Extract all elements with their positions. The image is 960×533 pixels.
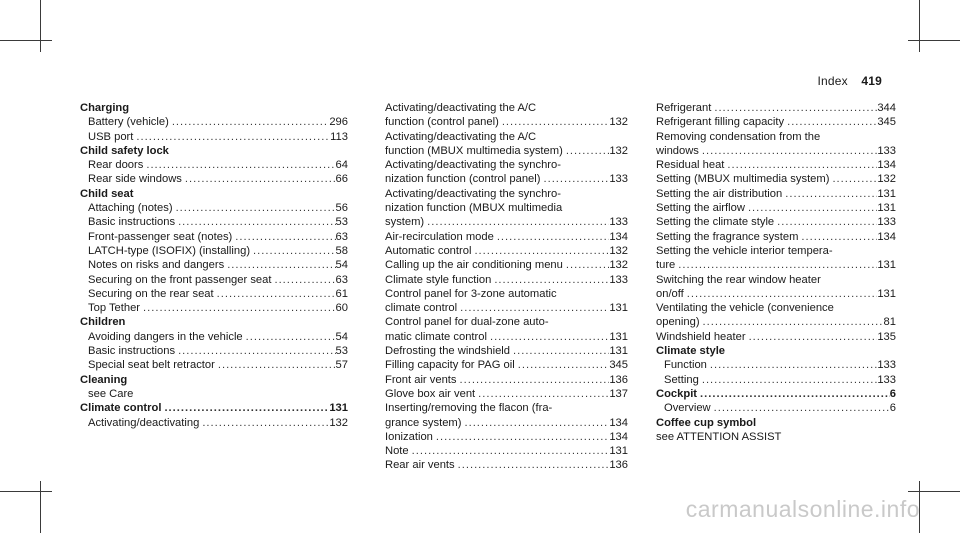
- index-column-1: [80, 101, 348, 430]
- index-entry: [80, 215, 348, 229]
- page-number: 419: [861, 74, 882, 88]
- entry-page-number: 133: [609, 216, 628, 229]
- entry-page-number: 131: [609, 445, 628, 458]
- entry-page-number: 56: [335, 202, 348, 215]
- index-entry: [385, 230, 628, 244]
- entry-page-number: 136: [609, 373, 628, 386]
- index-entry: [385, 330, 628, 344]
- index-heading: Coffee cup symbol: [656, 416, 757, 429]
- entry-text: Automatic control: [385, 244, 472, 257]
- index-heading-row: [80, 401, 348, 415]
- entry-page-number: 134: [609, 430, 628, 443]
- dot-leader: [140, 301, 336, 315]
- dot-leader: [250, 244, 336, 258]
- dot-leader: [143, 158, 335, 172]
- entry-text: Setting: [664, 373, 699, 386]
- dot-leader: [784, 115, 877, 129]
- entry-text: LATCH-type (ISOFIX) (installing): [88, 244, 251, 257]
- dot-leader: [711, 401, 890, 415]
- entry-text: Setting the air distribution: [656, 187, 783, 200]
- entry-text: Rear air vents: [385, 459, 455, 472]
- dot-leader: [675, 258, 877, 272]
- entry-page-number: 64: [335, 159, 348, 172]
- index-entry: [385, 115, 628, 129]
- entry-page-number: 81: [883, 316, 896, 329]
- entry-page-number: 345: [877, 116, 896, 129]
- entry-text: Refrigerant: [656, 102, 712, 114]
- index-entry: [385, 215, 628, 229]
- dot-leader: [457, 373, 610, 387]
- entry-text: Attaching (notes): [88, 202, 173, 215]
- entry-page-number: 53: [335, 345, 348, 358]
- entry-text: Basic instructions: [88, 345, 176, 358]
- index-entry: [656, 144, 896, 158]
- entry-page-number: 54: [335, 259, 348, 272]
- index-text-line: Switching the rear window heater: [656, 273, 821, 286]
- index-entry: [80, 273, 348, 287]
- entry-page-number: 133: [877, 359, 896, 372]
- dot-leader: [494, 230, 610, 244]
- entry-text: Note: [385, 445, 409, 458]
- index-text-line: Control panel for dual-zone auto-: [385, 316, 549, 329]
- dot-leader: [173, 201, 336, 215]
- index-entry: [656, 201, 896, 215]
- dot-leader: [700, 315, 884, 329]
- entry-text: Activating/deactivating: [88, 416, 200, 429]
- crop-mark: [0, 40, 52, 41]
- index-entry: [656, 287, 896, 301]
- index-text-line: Activating/deactivating the synchro-: [385, 159, 561, 172]
- dot-leader: [471, 244, 609, 258]
- index-text-line: Activating/deactivating the A/C: [385, 130, 537, 143]
- entry-page-number: 133: [609, 173, 628, 186]
- dot-leader: [161, 401, 329, 415]
- index-entry: [80, 201, 348, 215]
- entry-page-number: 133: [877, 144, 896, 157]
- index-text-line: see ATTENTION ASSIST: [656, 430, 782, 443]
- crop-mark: [40, 481, 41, 533]
- crop-mark: [0, 491, 52, 492]
- entry-text: Front-passenger seat (notes): [88, 230, 233, 243]
- entry-text: grance system): [385, 416, 462, 429]
- dot-leader: [515, 358, 610, 372]
- dot-leader: [243, 330, 336, 344]
- entry-page-number: 63: [335, 273, 348, 286]
- entry-page-number: 57: [335, 359, 348, 372]
- index-entry: [80, 330, 348, 344]
- entry-text: climate control: [385, 302, 458, 315]
- entry-text: Notes on risks and dangers: [88, 259, 225, 272]
- dot-leader: [745, 201, 877, 215]
- entry-text: Function: [664, 359, 707, 372]
- index-entry: [385, 387, 628, 401]
- dot-leader: [699, 373, 877, 387]
- index-heading: Child seat: [80, 187, 134, 200]
- index-entry: [656, 401, 896, 415]
- entry-page-number: 134: [609, 416, 628, 429]
- entry-text: Cockpit: [656, 387, 698, 400]
- entry-text: Rear side windows: [88, 173, 182, 186]
- crop-mark: [40, 0, 41, 52]
- index-text-line: Setting the vehicle interior tempera-: [656, 244, 833, 257]
- index-entry: [80, 115, 348, 129]
- dot-leader: [409, 444, 610, 458]
- dot-leader: [457, 301, 609, 315]
- dot-leader: [563, 258, 609, 272]
- entry-text: Calling up the air conditioning menu: [385, 259, 563, 272]
- index-text-line: nization function (MBUX multimedia: [385, 202, 563, 215]
- entry-text: Filling capacity for PAG oil: [385, 359, 515, 372]
- dot-leader: [540, 172, 609, 186]
- index-entry: [80, 158, 348, 172]
- index-entry: [656, 101, 896, 115]
- entry-text: Air-recirculation mode: [385, 230, 494, 243]
- entry-page-number: 133: [877, 216, 896, 229]
- entry-text: windows: [656, 144, 699, 157]
- entry-page-number: 132: [877, 173, 896, 186]
- entry-page-number: 6: [889, 387, 896, 400]
- index-entry: [656, 115, 896, 129]
- entry-text: Securing on the rear seat: [88, 287, 214, 300]
- entry-text: Ionization: [385, 430, 433, 443]
- entry-text: Top Tether: [88, 302, 141, 315]
- index-entry: [656, 187, 896, 201]
- entry-page-number: 66: [335, 173, 348, 186]
- dot-leader: [491, 273, 609, 287]
- dot-leader: [455, 458, 610, 472]
- index-text-line: Removing condensation from the: [656, 130, 821, 143]
- index-entry: [385, 373, 628, 387]
- entry-text: opening): [656, 316, 700, 329]
- entry-text: Avoiding dangers in the vehicle: [88, 330, 243, 343]
- index-entry: [80, 287, 348, 301]
- entry-text: Front air vents: [385, 373, 457, 386]
- dot-leader: [510, 344, 609, 358]
- entry-text: Securing on the front passenger seat: [88, 273, 272, 286]
- index-entry: [656, 215, 896, 229]
- index-text-line: Control panel for 3-zone automatic: [385, 287, 557, 300]
- dot-leader: [215, 358, 336, 372]
- dot-leader: [563, 144, 610, 158]
- index-text-line: Activating/deactivating the A/C: [385, 102, 537, 114]
- dot-leader: [782, 187, 877, 201]
- dot-leader: [829, 172, 877, 186]
- dot-leader: [169, 115, 330, 129]
- dot-leader: [175, 344, 335, 358]
- dot-leader: [271, 273, 335, 287]
- entry-text: Refrigerant filling capacity: [656, 116, 785, 129]
- index-entry: [80, 244, 348, 258]
- index-entry: [385, 430, 628, 444]
- dot-leader: [424, 215, 609, 229]
- index-entry: [385, 144, 628, 158]
- entry-text: Climate style function: [385, 273, 492, 286]
- index-text-line: see Care: [88, 387, 134, 400]
- index-entry: [656, 315, 896, 329]
- entry-page-number: 131: [329, 402, 348, 415]
- page-header: [817, 74, 882, 88]
- index-entry: [80, 416, 348, 430]
- dot-leader: [798, 230, 877, 244]
- entry-page-number: 58: [335, 244, 348, 257]
- entry-page-number: 131: [609, 330, 628, 343]
- index-entry: [656, 330, 896, 344]
- index-entry: [385, 273, 628, 287]
- entry-text: Windshield heater: [656, 330, 746, 343]
- entry-page-number: 131: [877, 202, 896, 215]
- entry-page-number: 345: [609, 359, 628, 372]
- entry-page-number: 54: [335, 330, 348, 343]
- dot-leader: [433, 430, 609, 444]
- dot-leader: [175, 215, 335, 229]
- dot-leader: [684, 287, 878, 301]
- dot-leader: [499, 115, 610, 129]
- entry-page-number: 132: [609, 116, 628, 129]
- index-text-line: Ventilating the vehicle (convenience: [656, 302, 834, 315]
- entry-text: Setting the fragrance system: [656, 230, 799, 243]
- entry-page-number: 133: [877, 373, 896, 386]
- dot-leader: [707, 358, 877, 372]
- index-entry: [385, 258, 628, 272]
- entry-page-number: 136: [609, 459, 628, 472]
- entry-text: Basic instructions: [88, 216, 176, 229]
- entry-page-number: 131: [877, 287, 896, 300]
- dot-leader: [461, 416, 609, 430]
- entry-text: on/off: [656, 287, 684, 300]
- crop-mark: [919, 0, 920, 52]
- entry-text: ture: [656, 259, 676, 272]
- entry-page-number: 61: [335, 287, 348, 300]
- entry-page-number: 133: [609, 273, 628, 286]
- index-entry: [385, 172, 628, 186]
- index-entry: [80, 130, 348, 144]
- index-entry: [80, 172, 348, 186]
- entry-text: Defrosting the windshield: [385, 345, 510, 358]
- watermark: carmanualsonline.info: [685, 496, 920, 522]
- entry-page-number: 6: [889, 402, 896, 415]
- index-entry: [656, 158, 896, 172]
- entry-text: Setting the airflow: [656, 202, 745, 215]
- dot-leader: [746, 330, 878, 344]
- entry-page-number: 134: [877, 230, 896, 243]
- index-text-line: Inserting/removing the flacon (fra-: [385, 402, 553, 415]
- index-text-line: Activating/deactivating the synchro-: [385, 187, 561, 200]
- index-entry: [656, 230, 896, 244]
- dot-leader: [224, 258, 335, 272]
- entry-text: Setting (MBUX multimedia system): [656, 173, 830, 186]
- entry-page-number: 131: [609, 302, 628, 315]
- index-heading: Child safety lock: [80, 144, 169, 157]
- entry-text: USB port: [88, 130, 134, 143]
- crop-mark: [908, 40, 960, 41]
- index-entry: [656, 373, 896, 387]
- entry-page-number: 113: [330, 130, 348, 143]
- index-heading: Cleaning: [80, 373, 128, 386]
- dot-leader: [724, 158, 877, 172]
- index-entry: [80, 358, 348, 372]
- entry-text: Rear doors: [88, 159, 144, 172]
- entry-page-number: 135: [877, 330, 896, 343]
- entry-page-number: 132: [609, 259, 628, 272]
- dot-leader: [711, 101, 877, 115]
- section-label: Index: [817, 74, 848, 88]
- dot-leader: [182, 172, 336, 186]
- dot-leader: [214, 287, 336, 301]
- entry-text: Overview: [664, 402, 711, 415]
- entry-page-number: 132: [609, 244, 628, 257]
- index-column-2: [385, 101, 628, 473]
- entry-page-number: 296: [329, 116, 348, 129]
- index-entry: [385, 344, 628, 358]
- entry-page-number: 131: [877, 259, 896, 272]
- dot-leader: [475, 387, 609, 401]
- crop-mark: [908, 491, 960, 492]
- entry-page-number: 134: [609, 230, 628, 243]
- entry-text: function (control panel): [385, 116, 499, 129]
- entry-page-number: 60: [335, 302, 348, 315]
- dot-leader: [697, 387, 890, 401]
- entry-text: function (MBUX multimedia system): [385, 144, 563, 157]
- dot-leader: [232, 230, 335, 244]
- index-heading: Charging: [80, 102, 130, 114]
- index-entry: [80, 301, 348, 315]
- entry-page-number: 137: [609, 387, 628, 400]
- index-heading: Climate style: [656, 345, 726, 358]
- dot-leader: [774, 215, 877, 229]
- index-column-3: [656, 101, 896, 444]
- dot-leader: [487, 330, 609, 344]
- entry-text: Glove box air vent: [385, 387, 476, 400]
- index-entry: [385, 416, 628, 430]
- index-entry: [80, 258, 348, 272]
- index-entry: [385, 244, 628, 258]
- entry-text: matic climate control: [385, 330, 487, 343]
- entry-text: Special seat belt retractor: [88, 359, 215, 372]
- entry-text: Setting the climate style: [656, 216, 775, 229]
- entry-text: nization function (control panel): [385, 173, 541, 186]
- index-entry: [385, 458, 628, 472]
- entry-page-number: 131: [877, 187, 896, 200]
- entry-text: Battery (vehicle): [88, 116, 169, 129]
- entry-page-number: 131: [609, 345, 628, 358]
- index-entry: [80, 230, 348, 244]
- entry-page-number: 132: [329, 416, 348, 429]
- entry-page-number: 63: [335, 230, 348, 243]
- index-heading-row: [656, 387, 896, 401]
- entry-text: Residual heat: [656, 159, 725, 172]
- entry-page-number: 134: [877, 159, 896, 172]
- index-entry: [385, 444, 628, 458]
- dot-leader: [133, 130, 330, 144]
- index-entry: [656, 258, 896, 272]
- dot-leader: [199, 416, 329, 430]
- dot-leader: [699, 144, 877, 158]
- index-entry: [385, 358, 628, 372]
- entry-text: Climate control: [80, 402, 162, 415]
- index-heading: Children: [80, 316, 126, 329]
- entry-page-number: 53: [335, 216, 348, 229]
- entry-page-number: 344: [877, 102, 896, 114]
- index-entry: [656, 358, 896, 372]
- index-entry: [656, 172, 896, 186]
- entry-text: system): [385, 216, 425, 229]
- index-entry: [80, 344, 348, 358]
- index-entry: [385, 301, 628, 315]
- entry-page-number: 132: [609, 144, 628, 157]
